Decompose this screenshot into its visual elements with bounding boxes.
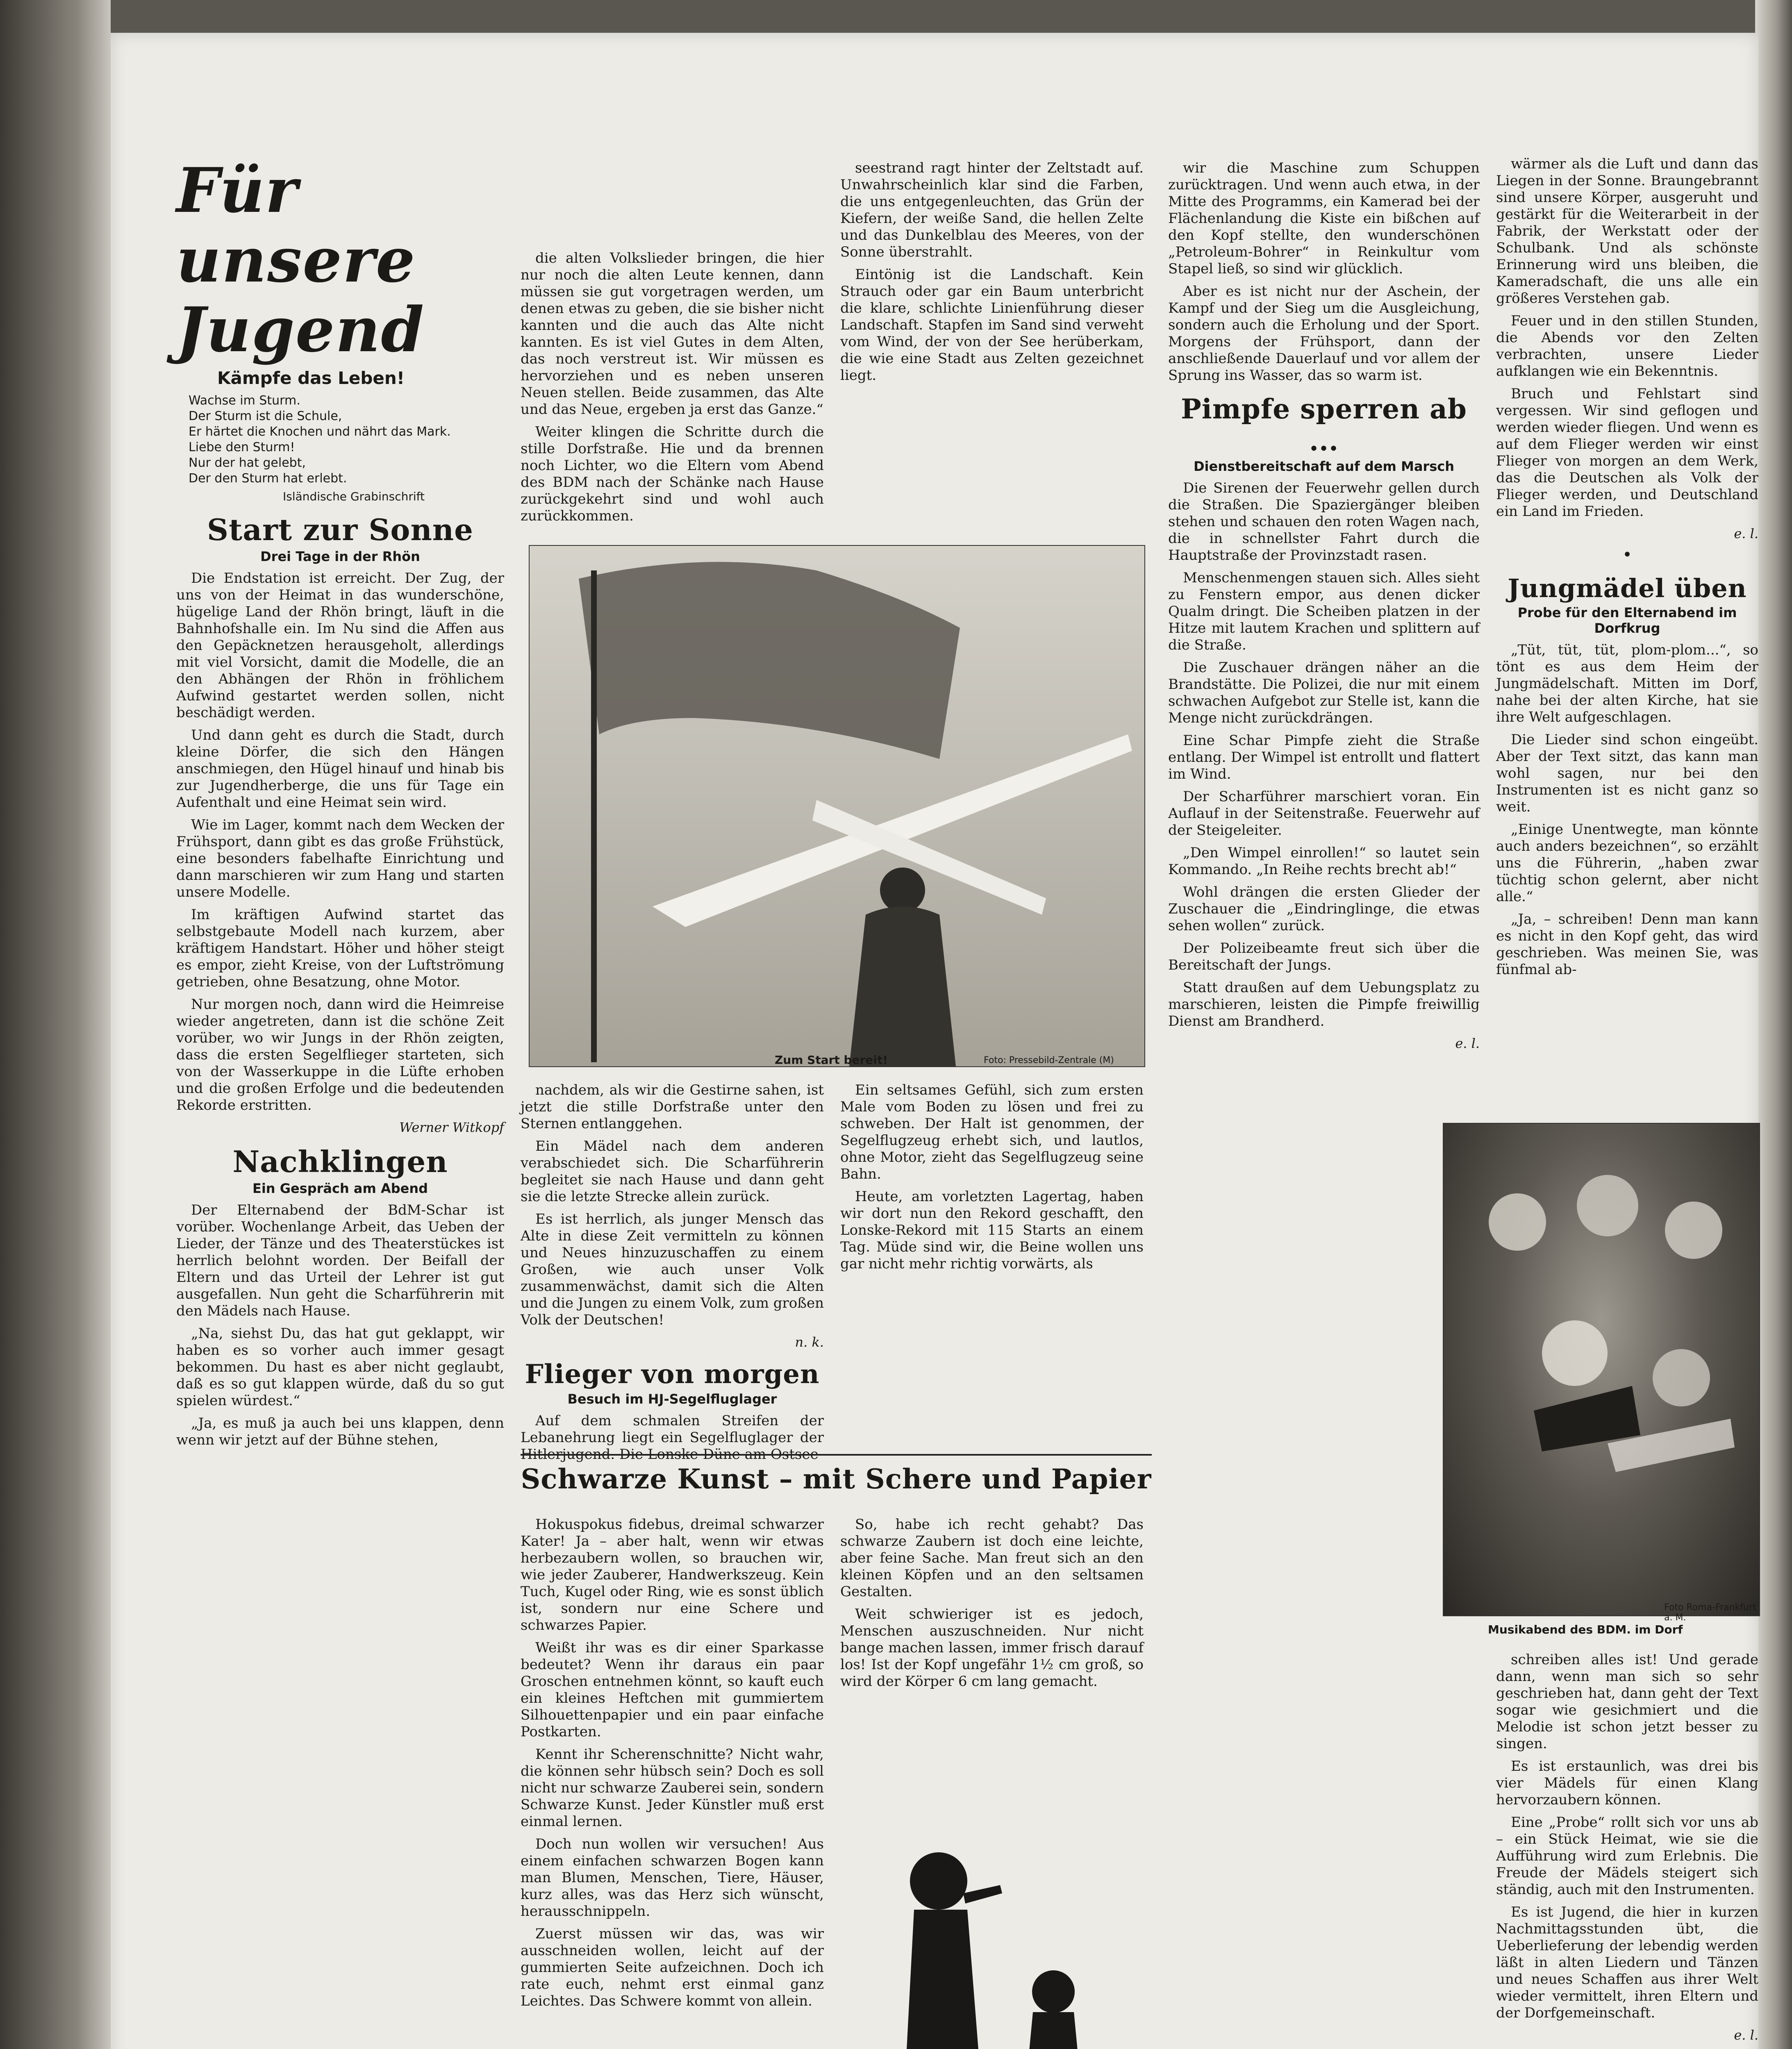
paragraph: Es ist Jugend, die hier in kurzen Nachmittagsstunden übt, die Ueberlieferung der lebendig werden läßt in alten Liedern und Tänzen und neues Schaffen aus ihrer Welt wieder vermittelt, ihren Eltern und der Dorfgemeinschaft.: [1496, 1904, 1758, 2021]
paragraph: schreiben alles ist! Und gerade dann, wenn man sich so sehr geschrieben hat, dann geht der Text sogar wie gesichmiert und die Melodie ist schon jetzt besser zu singen.: [1496, 1651, 1758, 1752]
photo-music-caption: Musikabend des BDM. im Dorf: [1488, 1623, 1683, 1636]
headline-jungmaedel: Jungmädel üben: [1508, 573, 1747, 603]
paragraph: Heute, am vorletzten Lagertag, haben wir dort nun den Rekord geschafft, den Lonske-Rekord mit 115 Starts an einem Tag. Müde sind wir, die Beine wollen uns gar nicht mehr richtig vorwärts, als: [840, 1188, 1144, 1272]
paragraph: Kennt ihr Scherenschnitte? Nicht wahr, die können sehr hübsch sein? Doch es soll nicht nur schwarze Zauberei sein, sondern Schwarze Kunst. Jeder Künstler muß erst einmal lernen.: [521, 1746, 824, 1830]
paragraph: Hokuspokus fidebus, dreimal schwarzer Kater! Ja – aber halt, wenn wir etwas herbezaubern wollen, so brauchen wir, wie jeder Zauberer, Handwerkszeug. Kein Tuch, Kugel oder Ring, wie es sonst üblich ist, sondern nur eine Schere und schwarzes Papier.: [521, 1516, 824, 1633]
photo-music-credit: Foto Roma-Frankfurt a. M.: [1664, 1602, 1756, 1623]
motto-source: Isländische Grabinschrift: [283, 490, 425, 503]
headline-start: Start zur Sonne: [207, 512, 473, 547]
paragraph: Nur morgen noch, dann wird die Heimreise wieder angetreten, dann ist die schöne Zeit vorüber, wo wir Jungs in der Rhön zeigten, dass die ersten Segelflieger starteten, sich von der Wasserkuppe in die Lüfte erhoben und die großen Erfolge und die bedeutenden Rekorde erstritten.: [176, 996, 504, 1113]
paragraph: Ein seltsames Gefühl, sich zum ersten Male vom Boden zu lösen und frei zu schweben. Der Halt ist genommen, der Segelflugzeug erhebt sich, und lautlos, ohne Motor, zieht das Segelflugzeug seine Bahn.: [840, 1082, 1144, 1182]
paragraph: Der Elternabend der BdM-Schar ist vorüber. Wochenlange Arbeit, das Ueben der Lieder, der Tänze und des Theaterstückes ist herrlich belohnt worden. Der Beifall der Eltern und das Urteil der Lehrer ist gut ausgefallen. Nun geht die Scharführerin mit den Mädels nach Hause.: [176, 1202, 504, 1319]
photo-glider: [529, 545, 1145, 1067]
paragraph: Bruch und Fehlstart sind vergessen. Wir sind geflogen und werden wieder fliegen. Und wenn es auf dem Flieger werden wir einst Flieger von morgen an dem Werk, das die Deutschen als Volk der Flieger werden, und Deutschland ein Land im Frieden.: [1496, 386, 1758, 520]
separator-dot: •: [1622, 545, 1632, 564]
paragraph: Es ist erstaunlich, was drei bis vier Mädels für einen Klang hervorzaubern können.: [1496, 1758, 1758, 1808]
schwarze-header: [521, 1447, 1152, 1512]
paragraph: Wohl drängen die ersten Glieder der Zuschauer die „Eindringlinge, die etwas sehen wollen“ zurück.: [1168, 884, 1480, 934]
column-2-middle: [521, 1082, 824, 1463]
paragraph: Weit schwieriger ist es jedoch, Menschen auszuschneiden. Nur nicht bange machen lassen, immer frisch darauf los! Ist der Kopf ungefähr 1½ cm groß, so wird der Körper 6 cm lang gemacht.: [840, 1606, 1144, 1690]
paragraph: „Tüt, tüt, tüt, plom-plom...“, so tönt es aus dem Heim der Jungmädelschaft. Mitten im Dorf, nahe bei der alten Kirche, hat sie ihre Welt aufgeschlagen.: [1496, 642, 1758, 725]
paragraph: Eine Schar Pimpfe zieht die Straße entlang. Der Wimpel ist entrollt und flattert im Wind.: [1168, 732, 1480, 782]
signature: n. k.: [795, 1334, 824, 1350]
paragraph: Eine „Probe“ rollt sich vor uns ab – ein Stück Heimat, wie sie die Aufführung wird zum Erlebnis. Die Freude der Mädels steigert sich ständig, auch mit den Instrumenten.: [1496, 1814, 1758, 1898]
column-5-top: [1496, 156, 1758, 1123]
motto-line: Der Sturm ist die Schule,: [189, 409, 342, 423]
headline-pimpfe: Pimpfe sperren ab ...: [1181, 393, 1467, 457]
subhead-jungmaedel: Probe für den Elternabend im Dorfkrug: [1517, 605, 1737, 636]
paragraph: „Ja, es muß ja auch bei uns klappen, denn wenn wir jetzt auf der Bühne stehen,: [176, 1415, 504, 1448]
paragraph: Statt draußen auf dem Uebungsplatz zu marschieren, leisten die Pimpfe freiwillig Dienst am Brandherd.: [1168, 979, 1480, 1029]
subhead-nachklingen: Ein Gespräch am Abend: [252, 1181, 428, 1196]
subhead-start: Drei Tage in der Rhön: [260, 549, 420, 564]
column-3-lower-a: [840, 1516, 1144, 1836]
headline-flieger: Flieger von morgen: [525, 1359, 820, 1390]
headline-schwarze: Schwarze Kunst – mit Schere und Papier: [521, 1463, 1152, 1495]
paragraph: Wie im Lager, kommt nach dem Wecken der Frühsport, dann gibt es das große Frühstück, eine besonders fabelhafte Einrichtung und dann marschieren wir zum Hang und starten unsere Modelle.: [176, 817, 504, 900]
paragraph: „Den Wimpel einrollen!“ so lautet sein Kommando. „In Reihe rechts brecht ab!“: [1168, 845, 1480, 878]
book-gutter: [0, 0, 111, 2049]
paragraph: „Ja, – schreiben! Denn man kann es nicht in den Kopf geht, das wird geschrieben. Was meinen Sie, was fünfmal ab-: [1496, 911, 1758, 978]
column-2-top: [521, 250, 824, 537]
page-stack-edge: [1755, 0, 1792, 2049]
paragraph: Der Scharführer marschiert voran. Ein Auflauf in der Seitenstraße. Feuerwehr auf der Steigeleiter.: [1168, 788, 1480, 838]
paragraph: Die Zuschauer drängen näher an die Brandstätte. Die Polizei, die nur mit einem schwachen Aufgebot zur Stelle ist, kann die Menge nicht zurückdrängen.: [1168, 659, 1480, 726]
motto-line: Liebe den Sturm!: [189, 440, 295, 454]
paragraph: Es ist herrlich, als junger Mensch das Alte in diese Zeit vermitteln zu können und Neues hinzuzuschaffen zu einem Großen, wie auch unser Volk zusammenwächst, damit sich die Alten und die Jungen zu einem Volk, zum großen Volk der Deutschen!: [521, 1211, 824, 1328]
motto-line: Der den Sturm hat erlebt.: [189, 471, 347, 486]
paragraph: Eintönig ist die Landschaft. Kein Strauch oder gar ein Baum unterbricht die klare, schlichte Linienführung dieser Landschaft. Stapfen im Sand sind verweht vom Wind, der von der See herüberkam, die wie eine Stadt aus Zelten gezeichnet liegt.: [840, 266, 1144, 384]
paragraph: die alten Volkslieder bringen, die hier nur noch die alten Leute kennen, dann müssen sie gut vorgetragen werden, um denen etwas zu geben, die sie bisher nicht kannten und die auch das Alte nicht kannten. Es ist viel Gutes in dem Alten, das noch verstreut ist. Wir müssen es hervorziehen und es neben unseren Neuen stellen. Beide zusammen, das Alte und das Neue, ergeben ja erst das Ganze.“: [521, 250, 824, 418]
paragraph: „Na, siehst Du, das hat gut geklappt, wir haben es so vorher auch immer gesagt bekommen. Du hast es aber nicht geglaubt, daß es so gut klappen würde, daß du so gut spielen würdest.“: [176, 1325, 504, 1409]
paragraph: Die Sirenen der Feuerwehr gellen durch die Straßen. Die Spaziergänger bleiben stehen und schauen den roten Wagen nach, die in schnellster Fahrt durch die Hauptstraße der Provinzstadt rasen.: [1168, 480, 1480, 563]
column-1: [176, 156, 504, 2049]
column-4: [1168, 160, 1480, 2049]
paragraph: Der Polizeibeamte freut sich über die Bereitschaft der Jungs.: [1168, 940, 1480, 973]
subhead-flieger: Besuch im HJ-Segelfluglager: [567, 1391, 777, 1407]
paragraph: Weißt ihr was es dir einer Sparkasse bedeutet? Wenn ihr daraus ein paar Groschen entnehmen könnt, so kauft euch ein kleines Heftchen mit gummiertem Silhouettenpapier und ein paar einfache Postkarten.: [521, 1640, 824, 1740]
paragraph: wärmer als die Luft und dann das Liegen in der Sonne. Braungebrannt sind unsere Körper, ausgeruht und gestärkt für die Weiterarbeit in der Fabrik, der Werkstatt oder der Schulbank. Und als schönste Erinnerung wird uns bleiben, die Kameradschaft, die uns alle ein größeres Verstehen gab.: [1496, 156, 1758, 307]
column-3-top: [840, 160, 1144, 537]
paragraph: Weiter klingen die Schritte durch die stille Dorfstraße. Hie und da brennen noch Lichter, wo die Eltern vom Abend des BDM nach der Schänke nach Hause zurückgekehrt sind und wohl auch zurückkommen.: [521, 424, 824, 524]
signature: Werner Witkopf: [399, 1120, 504, 1135]
paragraph: So, habe ich recht gehabt? Das schwarze Zaubern ist doch eine leichte, aber feine Sache. Man freut sich an den kleinen Köpfen und an den seltsamen Gestalten.: [840, 1516, 1144, 1600]
glider-illustration: [530, 546, 1144, 1066]
motto-line: Er härtet die Knochen und nährt das Mark.: [189, 425, 451, 439]
paragraph: Menschenmengen stauen sich. Alles sieht zu Fenstern empor, aus denen dicker Qualm dringt. Die Scheiben platzen in der Hitze mit lautem Krachen und splittern auf die Straße.: [1168, 570, 1480, 653]
photo-glider-credit: Foto: Pressebild-Zentrale (M): [984, 1055, 1114, 1065]
signature: e. l.: [1455, 1036, 1480, 1051]
subhead-pimpfe: Dienstbereitschaft auf dem Marsch: [1193, 459, 1454, 474]
paragraph: Auf dem schmalen Streifen der Lebanehrung liegt ein Segelfluglager der Hitlerjugend. Die Lonske-Düne am Ostsee: [521, 1413, 824, 1463]
music-illustration: [1444, 1124, 1759, 1615]
newspaper-page: [111, 33, 1758, 2049]
paragraph: Im kräftigen Aufwind startet das selbstgebaute Modell nach kurzem, aber kräftigem Handstart. Höher und höher steigt es empor, zieht Kreise, von der Luftströmung getrieben, ohne Besatzung, ohne Motor.: [176, 906, 504, 990]
paragraph: Und dann geht es durch die Stadt, durch kleine Dörfer, die sich den Hängen anschmiegen, den Hügel hinauf und hinab bis zur Jugendherberge, die uns für Tage ein Aufenthalt und eine Heimat sein wird.: [176, 727, 504, 811]
signature: e. l.: [1734, 526, 1758, 541]
motto: [189, 393, 504, 486]
paragraph: Doch nun wollen wir versuchen! Aus einem einfachen schwarzen Bogen kann man Blumen, Menschen, Tiere, Häuser, kurz alles, was das Herz sich wünscht, herausschnippeln.: [521, 1836, 824, 1920]
paragraph: wir die Maschine zum Schuppen zurücktragen. Und wenn auch etwa, in der Mitte des Programms, ein Kamerad bei der Flächenlandung die Kiste ein bißchen auf den Kopf stellte, den wunderschönen „Petroleum-Bohrer“ in Reinkultur vom Stapel ließ, so sind wir glücklich.: [1168, 160, 1480, 277]
paragraph: Aber es ist nicht nur der Aschein, der Kampf und der Sieg um die Ausgleichung, sondern auch die Erholung und der Sport. Morgens der Frühsport, dann der anschließende Dauerlauf und vor allem der Sprung ins Wasser, das so warm ist.: [1168, 283, 1480, 384]
paragraph: Ein Mädel nach dem anderen verabschiedet sich. Die Scharführerin begleitet sie nach Hause und dann geht sie die letzte Strecke allein zurück.: [521, 1138, 824, 1205]
motto-title: Kämpfe das Leben!: [217, 368, 405, 388]
paragraph: seestrand ragt hinter der Zeltstadt auf. Unwahrscheinlich klar sind die Farben, die uns entgegenleuchten, das Grün der Kiefern, der weiße Sand, die hellen Zelte und das Dunkelblau des Meeres, von der Sonne überstrahlt.: [840, 160, 1144, 260]
divider: [521, 1454, 1152, 1456]
motto-line: Nur der hat gelebt,: [189, 456, 306, 470]
paragraph: Die Endstation ist erreicht. Der Zug, der uns von der Heimat in das wunderschöne, hügelige Land der Rhön bringt, läuft in die Bahnhofshalle ein. Im Nu sind die Affen aus den Gepäcknetzen herausgeholt, allerdings mit viel Vorsicht, damit die Modelle, die an den Abhängen der Rhön in fröhlichem Aufwind gestartet werden sollen, nicht beschädigt werden.: [176, 570, 504, 721]
column-5-bottom: [1496, 1651, 1758, 2049]
paragraph: nachdem, als wir die Gestirne sahen, ist jetzt die stille Dorfstraße unter den Sternen entlanggehen.: [521, 1082, 824, 1132]
column-3-middle: [840, 1082, 1144, 1451]
paragraph: Feuer und in den stillen Stunden, die Abends vor den Zelten verbrachten, unsere Lieder aufklangen wie ein Bekenntnis.: [1496, 313, 1758, 379]
photo-glider-caption: Zum Start bereit!: [775, 1053, 888, 1067]
paragraph: Die Lieder sind schon eingeübt. Aber der Text sitzt, das kann man wohl sagen, nur bei den Instrumenten ist es nicht ganz so weit.: [1496, 731, 1758, 815]
signature: e. l.: [1734, 2027, 1758, 2043]
paragraph: „Einige Unentwegte, man könnte auch anders bezeichnen“, so erzählt uns die Führerin, „haben zwar tüchtig schon gelernt, aber nicht alle.“: [1496, 821, 1758, 905]
headline-nachklingen: Nachklingen: [232, 1144, 448, 1179]
children-silhouette: [861, 1836, 1123, 2049]
motto-line: Wachse im Sturm.: [189, 393, 300, 408]
banner-title: Für unsere Jugend: [176, 154, 425, 366]
photo-music-evening: [1443, 1123, 1760, 1616]
paragraph: Zuerst müssen wir das, was wir ausschneiden wollen, leicht auf der gummierten Seite aufzeichnen. Doch ich rate euch, nehmt erst einmal ganz Leichtes. Das Schwere kommt von allein.: [521, 1926, 824, 2009]
column-2-lower: [521, 1516, 824, 2049]
